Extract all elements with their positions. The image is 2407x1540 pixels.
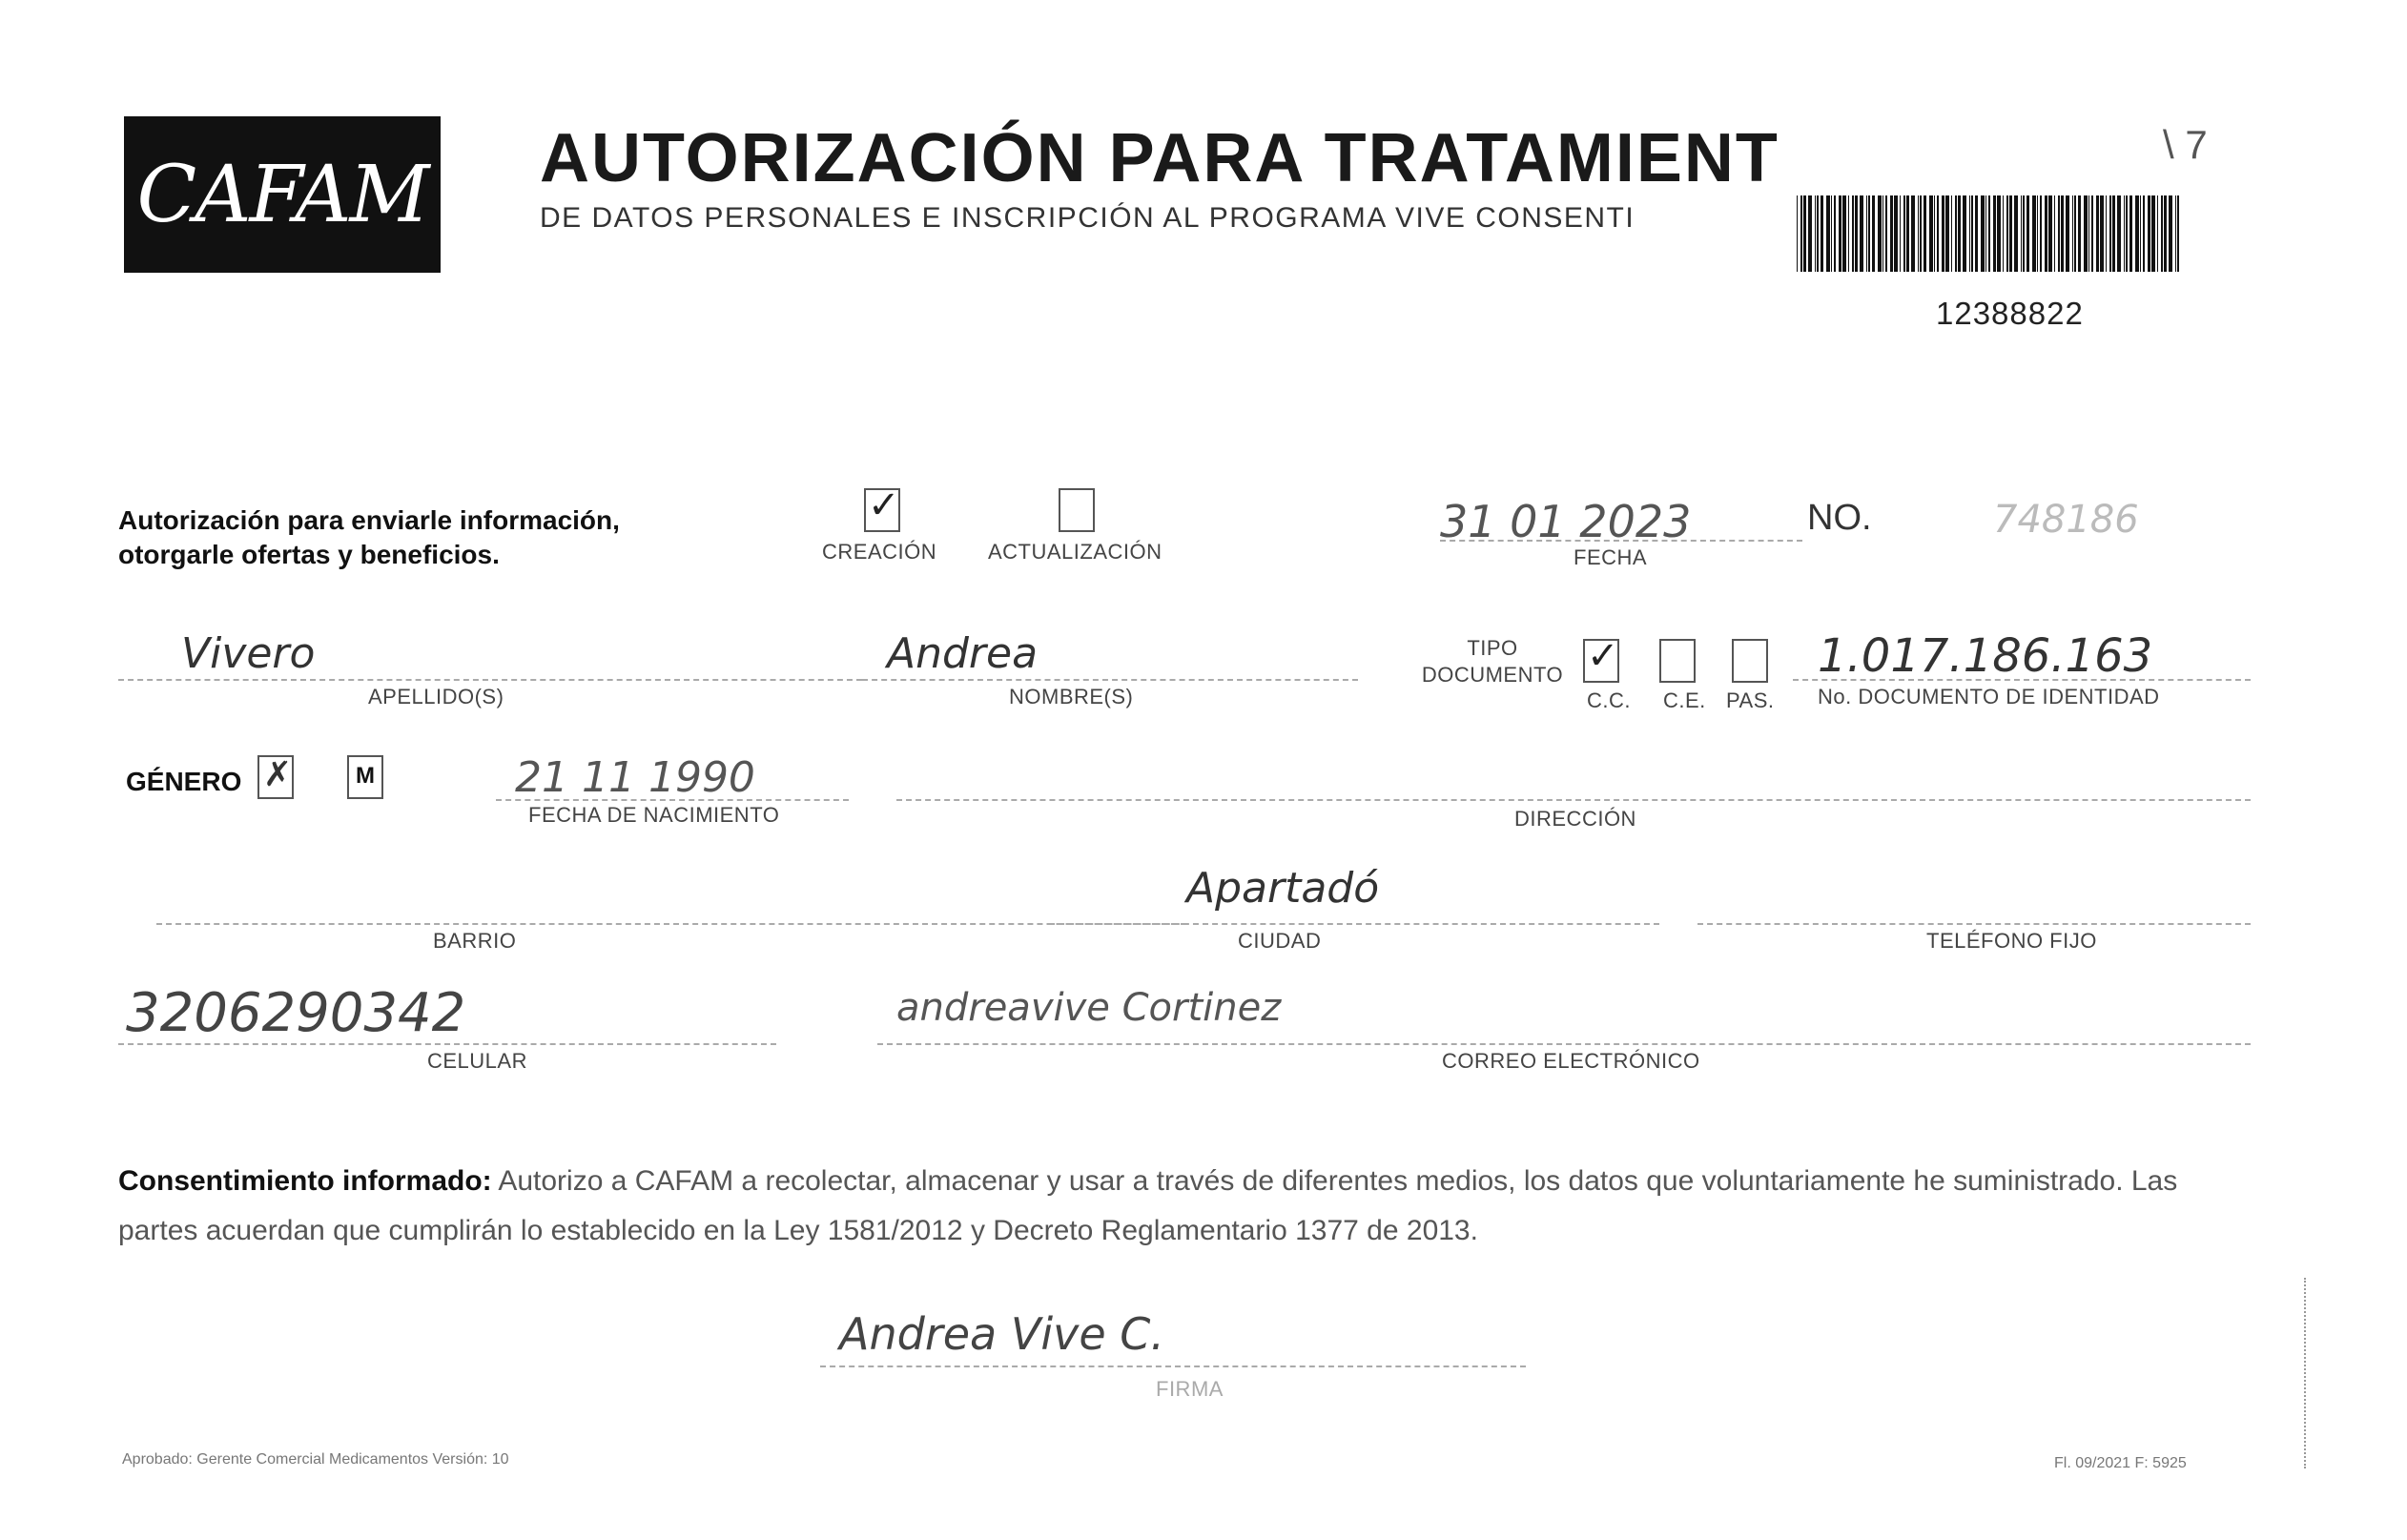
nacimiento-line [496,799,849,801]
no-value: 748186 [1993,498,2139,542]
barcode-bar [2096,195,2099,272]
ce-label: C.E. [1663,688,1706,712]
barcode-bar [1920,195,1922,272]
genero-f-mark: ✗ [263,755,293,794]
barcode-bar [2112,195,2115,272]
apellidos-value[interactable]: Vivero [181,629,316,678]
barcode-bar [2106,195,2107,272]
barcode-bar [2054,195,2055,272]
barcode-bar [1924,195,1926,272]
consent-title: Consentimiento informado: [118,1165,492,1197]
direccion-label: DIRECCIÓN [1514,807,1636,831]
barcode-bar [1958,195,1961,272]
nombres-value[interactable]: Andrea [887,629,1039,678]
genero-f-checkbox[interactable] [257,755,294,799]
barcode-bar [2037,195,2038,272]
barcode-bar [1903,195,1905,272]
barcode-bar [1997,195,2001,272]
barcode-bar [2023,195,2025,272]
actualizacion-label: ACTUALIZACIÓN [988,540,1162,564]
barcode-bar [1803,195,1806,272]
barcode-bar [1988,195,1990,272]
barcode-bar [1821,195,1823,272]
barcode-bar [1855,195,1858,272]
barcode-bar [2100,195,2104,272]
barcode-bar [1942,195,1944,272]
barcode-bar [1911,195,1915,272]
barcode-bar [2124,195,2125,272]
barcode-bar [1900,195,1901,272]
barcode-bar [2072,195,2073,272]
barcode-bar [1969,195,1970,272]
barcode-bar [1981,195,1985,272]
apellidos-line [118,679,862,681]
barcode-bar [2140,195,2141,272]
nacimiento-value[interactable]: 21 11 1990 [515,753,755,802]
barcode-bar [2078,195,2081,272]
barcode-bar [2117,195,2121,272]
barcode-bar [2032,195,2036,272]
barcode-bar [2169,195,2172,272]
barcode-bar [2048,195,2052,272]
cafam-logo [124,116,441,273]
correo-value[interactable]: andreavive Cortinez [896,986,1282,1030]
nacimiento-label: FECHA DE NACIMIENTO [528,803,780,827]
barcode-bar [2088,195,2089,272]
barcode-bar [1800,195,1802,272]
actualizacion-checkbox[interactable] [1059,488,1095,532]
barcode-bar [1971,195,1973,272]
creacion-label: CREACIÓN [822,540,937,564]
documento-value[interactable]: 1.017.186.163 [1818,629,2153,683]
form-subtitle: DE DATOS PERSONALES E INSCRIPCIÓN AL PROGRAMA VIVE CONSENTI [540,202,1636,234]
barcode-bar [1945,195,1949,272]
barcode-bar [1872,195,1875,272]
pas-checkbox[interactable] [1732,639,1768,683]
ce-checkbox[interactable] [1659,639,1696,683]
barcode-bar [1882,195,1883,272]
ciudad-label: CIUDAD [1238,929,1322,953]
barcode-bar [2175,195,2176,272]
intro-line-1: Autorización para enviarle información, [118,505,620,535]
celular-label: CELULAR [427,1049,527,1073]
barcode-bar [1878,195,1882,272]
barcode-number: 12388822 [1936,296,2084,331]
barcode-bar [1918,195,1919,272]
documento-line [1793,679,2251,681]
correo-line [877,1043,2251,1045]
barcode-bar [2026,195,2029,272]
tipo-documento-label: TIPO DOCUMENTO [1421,636,1564,687]
barcode-bar [2061,195,2064,272]
intro-line-2: otorgarle ofertas y beneficios. [118,540,500,569]
direccion-line[interactable] [896,799,2251,801]
cc-label: C.C. [1587,688,1631,712]
barcode-bar [2009,195,2012,272]
barcode-bar [1839,195,1841,272]
corner-mark: \ 7 [2163,122,2208,167]
fecha-label: FECHA [1574,545,1648,569]
barcode-bar [2066,195,2069,272]
barcode-bar [2003,195,2004,272]
barcode-bar [2045,195,2047,272]
barcode-bar [2143,195,2145,272]
ciudad-value[interactable]: Apartadó [1186,864,1380,913]
barcode-bar [2091,195,2093,272]
celular-value[interactable]: 3206290342 [126,982,466,1044]
barcode-bar [2161,195,2163,272]
barcode-bar [2021,195,2022,272]
fecha-line [1440,540,1802,542]
barrio-line[interactable] [156,923,1186,925]
telefono-label: TELÉFONO FIJO [1926,929,2097,953]
barcode-bar [1826,195,1830,272]
barcode-bar [2151,195,2155,272]
consent-paragraph [118,1157,2254,1256]
signature-line [820,1365,1526,1367]
barcode-bar [2157,195,2158,272]
genero-m-label: M [356,763,375,789]
barcode-bar [1834,195,1836,272]
ciudad-line [1049,923,1659,925]
barcode-bar [2126,195,2128,272]
signature-value[interactable]: Andrea Vive C. [839,1308,1164,1360]
barcode-bar [1929,195,1933,272]
barcode-bar [2014,195,2018,272]
barcode-bar [1808,195,1812,272]
correo-label: CORREO ELECTRÓNICO [1442,1049,1700,1073]
barcode-bar [1852,195,1854,272]
barcode-bar [1815,195,1816,272]
side-stamp [2304,1278,2317,1468]
genero-m-checkbox[interactable] [347,755,383,799]
barcode-bar [2135,195,2139,272]
fecha-value[interactable]: 31 01 2023 [1440,496,1692,547]
barcode-bar [2177,195,2179,272]
documento-label: No. DOCUMENTO DE IDENTIDAD [1818,685,2160,708]
barcode-bar [1934,195,1935,272]
barcode-bar [1906,195,1909,272]
barcode-bar [1797,195,1798,272]
barcode-bar [2109,195,2111,272]
barcode-bar [1860,195,1863,272]
barcode-bar [1951,195,1952,272]
barcode-bar [2058,195,2060,272]
barrio-label: BARRIO [433,929,517,953]
barcode-bar [2074,195,2076,272]
form-title: AUTORIZACIÓN PARA TRATAMIENT [540,120,1780,196]
barcode-bar [1985,195,1986,272]
barcode-bar [1890,195,1893,272]
barcode-bar [1868,195,1870,272]
barcode-bar [1963,195,1966,272]
footer-left: Aprobado: Gerente Comercial Medicamentos Versión: 10 [122,1451,509,1468]
barcode-bar [1817,195,1819,272]
barcode-bar [1885,195,1887,272]
barcode-bar [1848,195,1849,272]
barcode-bar [2148,195,2150,272]
barcode-bar [2164,195,2167,272]
nombres-line [862,679,1358,681]
telefono-line[interactable] [1697,923,2251,925]
signature-label: FIRMA [1156,1377,1224,1401]
no-label: NO. [1807,498,1872,538]
barcode-bar [1993,195,1996,272]
footer-right: Fl. 09/2021 F: 5925 [2054,1455,2187,1471]
barcode-bar [1866,195,1867,272]
genero-label: GÉNERO [126,767,242,796]
cc-checkbox[interactable] [1583,639,1619,683]
barcode-bar [1937,195,1939,272]
barcode-bar [1955,195,1957,272]
creacion-checkbox[interactable] [864,488,900,532]
nombres-label: NOMBRE(S) [1009,685,1134,708]
logo-text: CAFAM [136,149,428,240]
barcode [1797,195,2183,272]
barcode-bar [2006,195,2008,272]
intro-text [118,503,620,572]
barcode-bar [2040,195,2042,272]
celular-line [118,1043,776,1045]
apellidos-label: APELLIDO(S) [368,685,504,708]
barcode-bar [1842,195,1846,272]
barcode-bar [1894,195,1898,272]
barcode-bar [2129,195,2132,272]
barcode-bar [1975,195,1978,272]
consent-text: Autorizo a CAFAM a recolectar, almacenar y usar a través de diferentes medios, los datos que voluntariamente he suministrado. Las partes acuerdan que cumplirán lo establecido en la Ley 1581/2012 y Decreto Reglamentario 1377 de 2013. [118,1165,2178,1246]
pas-label: PAS. [1726,688,1775,712]
barcode-bar [2084,195,2088,272]
barcode-bar [1831,195,1832,272]
